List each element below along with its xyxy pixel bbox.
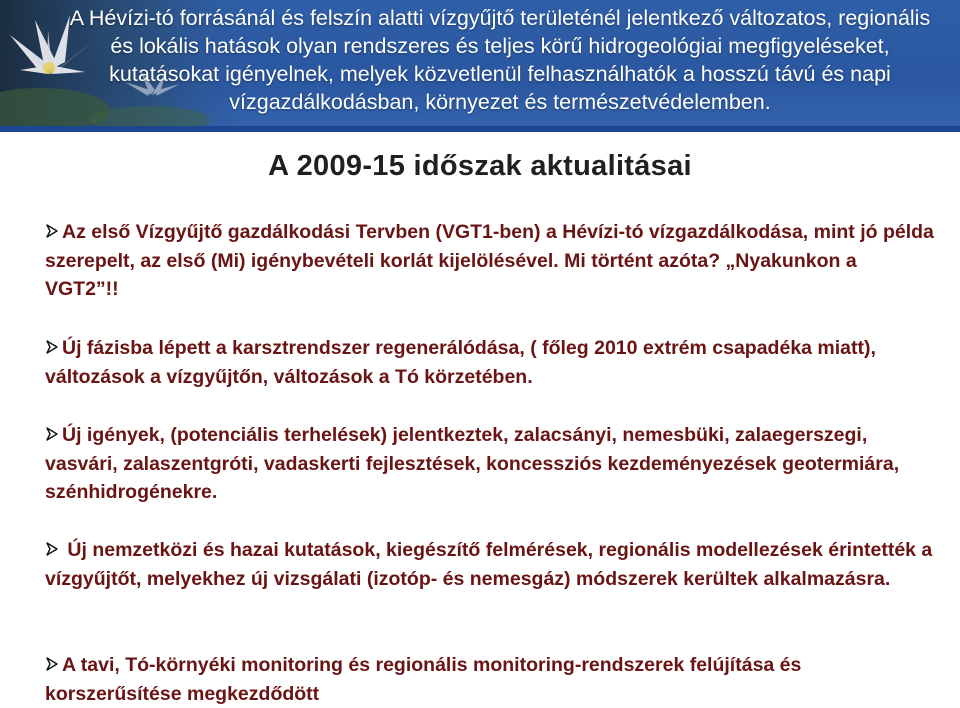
arrow-bullet-icon — [45, 542, 59, 556]
bullet-item — [45, 218, 935, 304]
bullet-item — [45, 536, 935, 593]
slide-title: A 2009-15 időszak aktualitásai — [268, 150, 692, 182]
bullet-text: Az első Vízgyűjtő gazdálkodási Tervben (VGT1-ben) a Hévízi-tó vízgazdálkodása, mint jó példa szerepelt, az első (Mi) igénybevételi korlát kijelölésével. Mi történt azóta? „Nyakunkon a VGT2”!! — [45, 221, 934, 300]
bullet-item — [45, 651, 935, 708]
bullet-text: Új nemzetközi és hazai kutatások, kiegészítő felmérések, regionális modellezések érintették a vízgyűjtőt, melyekhez új vizsgálati (izotóp- és nemesgáz) módszerek kerültek alkalmazásra. — [45, 539, 933, 590]
bullet-text: A tavi, Tó-környéki monitoring és regionális monitoring-rendszerek felújítása és korszerűsítése megkezdődött — [45, 654, 802, 705]
arrow-bullet-icon — [45, 657, 59, 671]
arrow-bullet-icon — [45, 340, 59, 354]
bullet-item — [45, 421, 935, 507]
bullet-text: Új fázisba lépett a karsztrendszer regenerálódása, ( főleg 2010 extrém csapadéka miatt), változások a vízgyűjtőn, változások a Tó körzetében. — [45, 337, 876, 388]
bullet-item — [45, 334, 935, 391]
arrow-bullet-icon — [45, 427, 59, 441]
header-text: A Hévízi-tó forrásánál és felszín alatti vízgyűjtő területénél jelentkező változatos, regionális és lokális hatások olyan rendszeres és teljes körű hidrogeológiai megfigyeléseket, kutatásokat igényelnek, melyek közvetlenül felhasználhatók a hosszú távú és napi vízgazdálkodásban, környezet és természetvédelemben. — [69, 6, 931, 114]
header-banner — [0, 0, 960, 132]
bullet-text: Új igények, (potenciális terhelések) jelentkeztek, zalacsányi, nemesbüki, zalaegerszegi, vasvári, zalaszentgróti, vadaskerti fejlesztések, koncessziós kezdeményezések geotermiára, szénhidrogénekre. — [45, 424, 900, 503]
arrow-bullet-icon — [45, 224, 59, 238]
